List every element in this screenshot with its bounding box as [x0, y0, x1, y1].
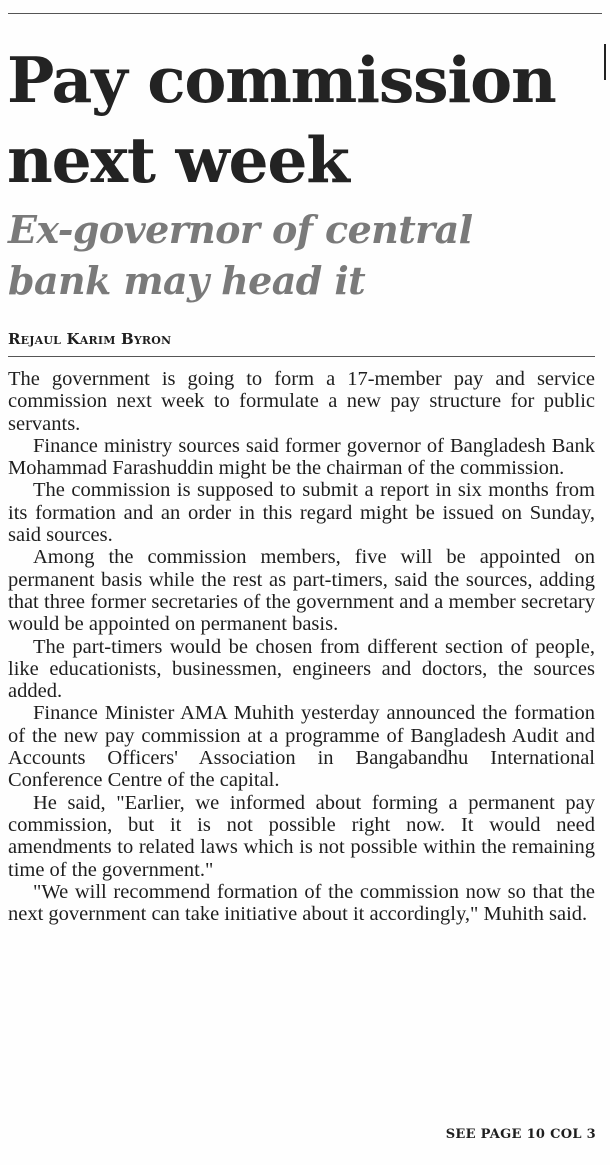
continuation-note: SEE PAGE 10 COL 3	[445, 1127, 596, 1142]
paragraph: Finance ministry sources said former governor of Bangladesh Bank Mohammad Farashuddin might be the chairman of the commission.	[8, 434, 595, 480]
paragraph: Among the commission members, five will be appointed on permanent basis while the rest as part-timers, said the sources, adding that three former secretaries of the government and a member secretary would be appointed on permanent basis.	[8, 546, 595, 636]
paragraph: "We will recommend formation of the commission now so that the next government can take initiative about it accordingly," Muhith said.	[8, 880, 595, 926]
byline: Rejaul Karim Byron	[8, 330, 172, 348]
headline: Pay commission next week	[7, 43, 556, 197]
article-body	[8, 368, 595, 925]
subheadline: Ex-governor of central bank may head it	[8, 207, 473, 303]
paragraph: The commission is supposed to submit a report in six months from its formation and an order in this regard might be issued on Sunday, said sources.	[8, 479, 595, 547]
paragraph: Finance Minister AMA Muhith yesterday announced the formation of the new pay commission at a programme of Bangladesh Audit and Accounts Officers' Association in Bangabandhu International Conference Centre of the capital.	[8, 702, 595, 792]
column-edge-mark	[604, 44, 606, 80]
byline-rule	[8, 356, 595, 357]
paragraph: He said, "Earlier, we informed about forming a permanent pay commission, but it is not possible right now. It would need amendments to related laws which is not possible within the remaining time of the government."	[8, 791, 595, 881]
paragraph: The government is going to form a 17-member pay and service commission next week to formulate a new pay structure for public servants.	[8, 368, 595, 435]
paragraph: The part-timers would be chosen from different section of people, like educationists, businessmen, engineers and doctors, the sources added.	[8, 635, 595, 703]
top-rule	[8, 13, 602, 14]
